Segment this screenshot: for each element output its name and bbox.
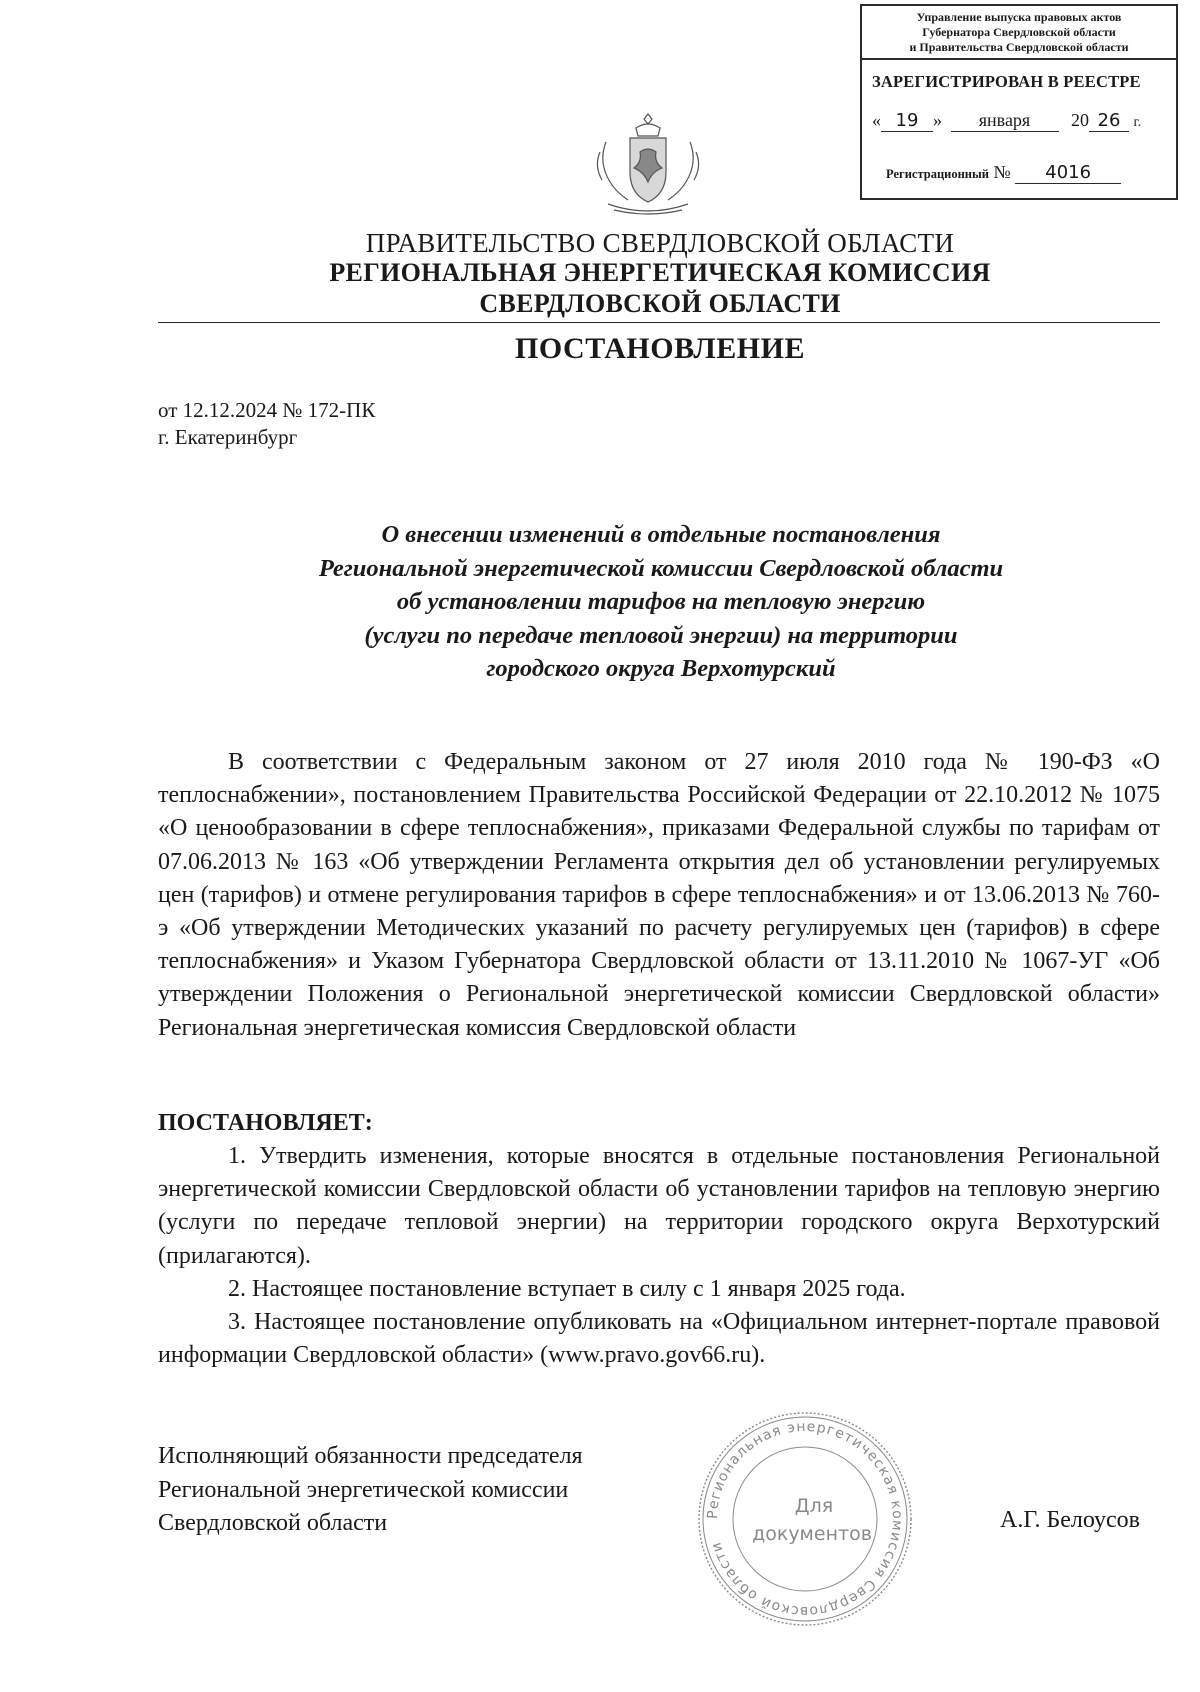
- registry-stamp-header: [862, 6, 1176, 60]
- svg-text:Региональная энергетическая ко: [705, 1419, 905, 1619]
- coat-of-arms-icon: [586, 112, 710, 216]
- registry-year-suffix: 26: [1089, 110, 1129, 132]
- registry-title: ЗАРЕГИСТРИРОВАН В РЕЕСТРЕ: [872, 72, 1141, 91]
- signatory-role-line-3: Свердловской области: [158, 1510, 388, 1536]
- signatory-role: [158, 1440, 583, 1541]
- seal-center-line-2: документов: [752, 1523, 872, 1545]
- document-city: г. Екатеринбург: [158, 425, 298, 449]
- government-heading: ПРАВИТЕЛЬСТВО СВЕРДЛОВСКОЙ ОБЛАСТИ: [365, 228, 955, 258]
- official-seal-icon: [696, 1408, 914, 1630]
- registry-month: января: [951, 110, 1059, 132]
- registry-year-prefix: 20: [1071, 110, 1089, 130]
- registry-header-line-2: Губернатора Свердловской области: [922, 25, 1116, 39]
- commission-heading-line-1: РЕГИОНАЛЬНАЯ ЭНЕРГЕТИЧЕСКАЯ КОМИССИЯ: [329, 258, 991, 287]
- signatory-role-line-1: Исполняющий обязанности председателя: [158, 1443, 583, 1469]
- title-line-3: об установлении тарифов на тепловую энергию: [396, 588, 926, 615]
- registry-quote-close: »: [933, 110, 942, 130]
- document-title: [220, 518, 1102, 686]
- body-item-1: 1. Утвердить изменения, которые вносятся в отдельные постановления Региональной энергетической комиссии Свердловской области об установлении тарифов на тепловую энергию (услуги по передаче тепловой энергии) на территории городского округа Верхотурский (прилагаются).: [158, 1143, 1160, 1269]
- body-item-3: 3. Настоящее постановление опубликовать на «Официальном интернет-портале правовой информации Свердловской области» (www.pravo.gov66.ru).: [158, 1309, 1160, 1369]
- title-line-5: городского округа Верхотурский: [486, 655, 836, 682]
- seal-ring-text: Региональная энергетическая комиссия Свердловской области: [704, 1418, 906, 1620]
- registry-header-line-3: и Правительства Свердловской области: [909, 40, 1129, 54]
- registry-day: 19: [881, 110, 933, 132]
- registry-number-row: [886, 162, 1121, 184]
- registry-year-unit: г.: [1133, 115, 1142, 130]
- registry-number-sign: №: [993, 162, 1011, 182]
- registry-stamp: [860, 4, 1178, 200]
- body-item-2: 2. Настоящее постановление вступает в силу с 1 января 2025 года.: [228, 1276, 906, 1302]
- registry-header-line-1: Управление выпуска правовых актов: [916, 10, 1122, 24]
- registry-date: [872, 110, 1172, 132]
- header-divider: [158, 322, 1160, 323]
- registry-quote-open: «: [872, 110, 881, 130]
- signatory-name: А.Г. Белоусов: [1000, 1507, 1140, 1533]
- registry-number-label: Регистрационный: [886, 167, 989, 181]
- title-line-2: Региональной энергетической комиссии Свердловской области: [318, 554, 1004, 582]
- document-date-number: от 12.12.2024 № 172-ПК: [158, 398, 376, 422]
- document-type: ПОСТАНОВЛЕНИЕ: [515, 332, 805, 365]
- seal-center-line-1: Для: [794, 1495, 834, 1517]
- body-intro-paragraph: В соответствии с Федеральным законом от 27 июля 2010 года № 190-ФЗ «О теплоснабжении», постановлением Правительства Российской Федерации от 22.10.2012 № 1075 «О ценообразовании в сфере теплоснабжения», приказами Федеральной службы по тарифам от 07.06.2013 № 163 «Об утверждении Регламента открытия дел об установлении регулируемых цен (тарифов) и отмене регулирования тарифов в сфере теплоснабжения» и от 13.06.2013 № 760-э «Об утверждении Методических указаний по расчету регулируемых цен (тарифов) в сфере теплоснабжения» и Указом Губернатора Свердловской области от 13.11.2010 № 1067-УГ «Об утверждении Положения о Региональной энергетической комиссии Свердловской области» Региональная энергетическая комиссия Свердловской области: [158, 749, 1160, 1041]
- signatory-role-line-2: Региональной энергетической комиссии: [158, 1476, 569, 1503]
- title-line-1: О внесении изменений в отдельные постановления: [381, 521, 941, 548]
- registry-number: 4016: [1015, 162, 1121, 184]
- title-line-4: (услуги по передаче тепловой энергии) на территории: [364, 621, 958, 649]
- commission-heading-line-2: СВЕРДЛОВСКОЙ ОБЛАСТИ: [479, 289, 841, 318]
- body-resolve-heading: ПОСТАНОВЛЯЕТ:: [158, 1110, 373, 1136]
